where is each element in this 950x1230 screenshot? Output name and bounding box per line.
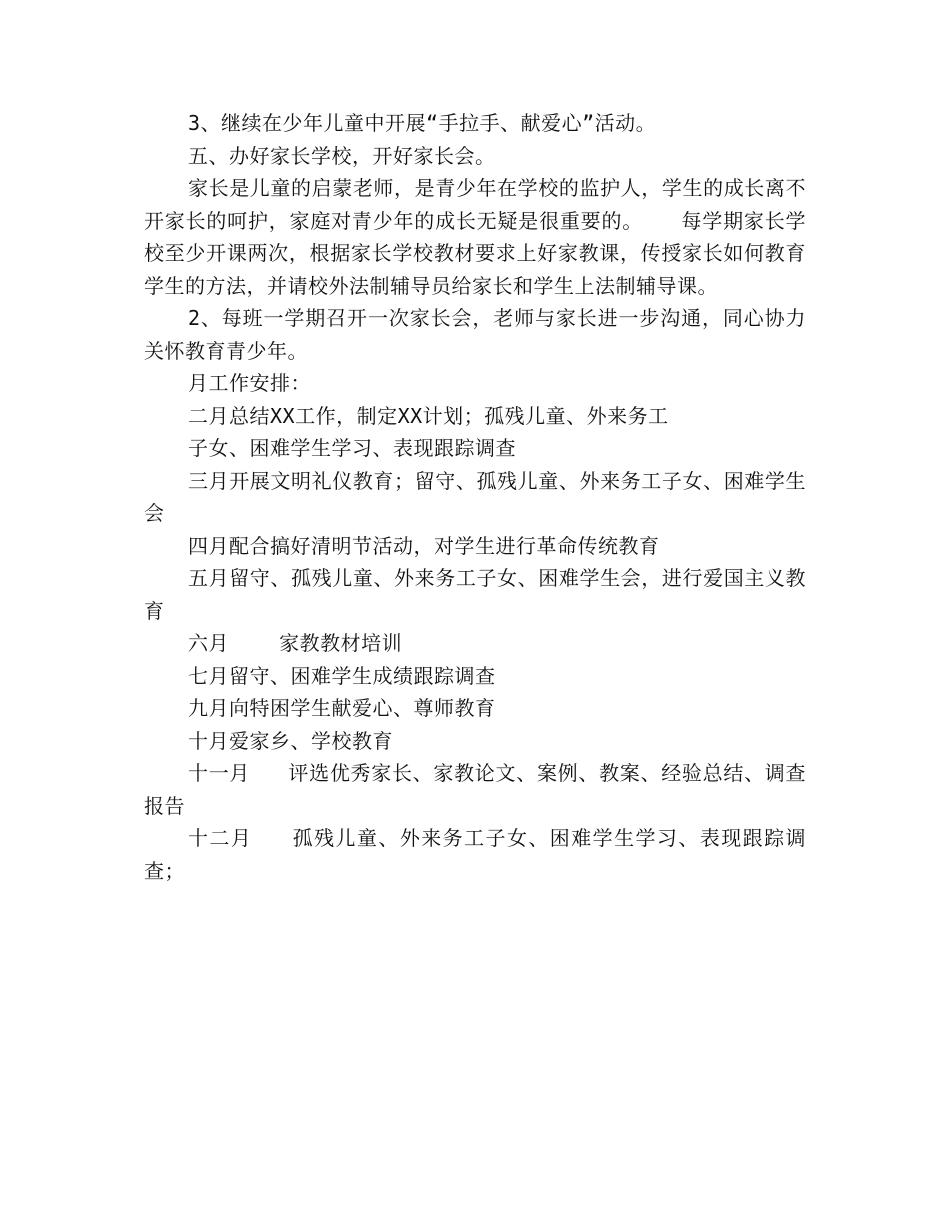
schedule-october: 十月爱家乡、学校教育 <box>188 728 393 753</box>
schedule-may: 五月留守、孤残儿童、外来务工子女、困难学生会，进行爱国主义教育 <box>144 566 806 623</box>
schedule-september: 九月向特困学生献爱心、尊师教育 <box>188 696 496 720</box>
document-body <box>144 107 806 887</box>
schedule-february: 二月总结XX工作，制定XX计划；孤残儿童、外来务工 <box>188 403 669 428</box>
schedule-april: 四月配合搞好清明节活动，对学生进行革命传统教育 <box>188 533 660 558</box>
schedule-november: 十一月 评选优秀家长、家教论文、案例、教案、经验总结、调查报告 <box>144 761 806 818</box>
section-heading-parent-school: 五、办好家长学校，开好家长会。 <box>188 143 496 168</box>
schedule-march: 三月开展文明礼仪教育；留守、孤残儿童、外来务工子女、困难学生会 <box>144 468 806 525</box>
paragraph-parent-meeting: 2、每班一学期召开一次家长会，老师与家长进一步沟通，同心协力关怀教育青少年。 <box>144 306 806 363</box>
paragraph-activity-3: 3、继续在少年儿童中开展“手拉手、献爱心”活动。 <box>188 111 657 135</box>
schedule-july: 七月留守、困难学生成绩跟踪调查 <box>188 663 496 688</box>
schedule-december: 十二月 孤残儿童、外来务工子女、困难学生学习、表现跟踪调查； <box>144 826 806 883</box>
schedule-february-continued: 子女、困难学生学习、表现跟踪调查 <box>188 436 516 460</box>
schedule-june: 六月 家教教材培训 <box>188 631 403 655</box>
paragraph-parents-role: 家长是儿童的启蒙老师，是青少年在学校的监护人，学生的成长离不开家长的呵护，家庭对青少年的成长无疑是很重要的。 每学期家长学校至少开课两次，根据家长学校教材要求上好家教课，传授家长如何教育学生的方法，并请校外法制辅导员给家长和学生上法制辅导课。 <box>144 176 806 298</box>
heading-monthly-schedule: 月工作安排： <box>188 371 311 395</box>
